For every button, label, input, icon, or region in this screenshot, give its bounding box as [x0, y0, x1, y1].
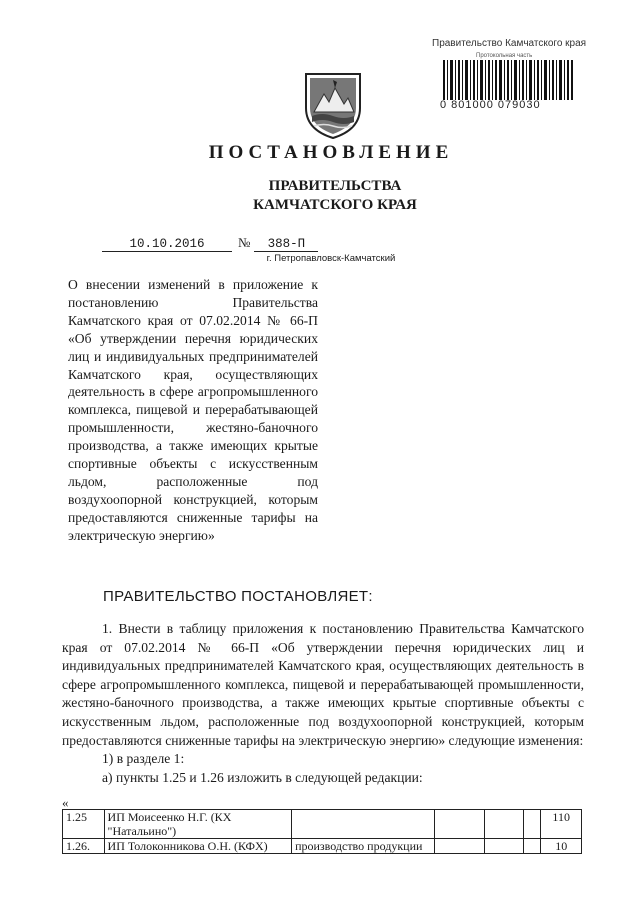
table-value: 10	[541, 839, 582, 854]
table-cell	[524, 839, 541, 854]
activity: производство продукции	[292, 839, 435, 854]
row-number: 1.26.	[63, 839, 105, 854]
body-paragraph-1: 1. Внести в таблицу приложения к постановлению Правительства Камчатского края от 07.02.2014 № 66-П «Об утверждении перечня юридических лиц и индивидуальных предпринимателей Камчатского края, осуществляющих деятельность в сфере агропромышленного комплекса, пищевой и перерабатывающей промышленности, жестяно-баночного производства, а также имеющих крытые спортивные объекты с искусственным льдом, расположенные под воздухоопорной конструкцией, которым предоставляются сниженные тарифы на электрическую энергию» следующие изменения:	[62, 621, 584, 748]
stamp-organization: Правительство Камчатского края	[432, 38, 587, 49]
table-cell	[524, 810, 541, 839]
barcode-number: 0 801000 079030	[440, 99, 541, 111]
document-body	[62, 620, 584, 787]
table-row	[63, 839, 582, 854]
row-number: 1.25	[63, 810, 105, 839]
table-cell	[484, 810, 524, 839]
document-issuer	[0, 177, 640, 215]
issuer-line-1: ПРАВИТЕЛЬСТВА	[268, 178, 402, 194]
date-number-line	[102, 235, 318, 252]
table-value: 110	[541, 810, 582, 839]
document-subject: О внесении изменений в приложение к постановлению Правительства Камчатского края от 07.02.2014 № 66-П «Об утверждении перечня юридических лиц и индивидуальных предпринимателей Камчатского края, осуществляющих деятельность в сфере агропромышленного комплекса, пищевой и перерабатывающей промышленности, жестяно-баночного производства, а также имеющих крытые спортивные объекты с искусственным льдом, расположенные под воздухоопорной конструкцией, которым предоставляются сниженные тарифы на электрическую энергию»	[68, 277, 318, 543]
table-cell	[484, 839, 524, 854]
table-row	[63, 810, 582, 839]
city: г. Петропавловск-Камчатский	[266, 253, 396, 264]
entity-name: ИП Моисеенко Н.Г. (КХ "Натальино")	[104, 810, 292, 839]
stamp-subtitle: Протокольная часть	[476, 53, 533, 59]
document-title: ПОСТАНОВЛЕНИЕ	[208, 142, 454, 163]
decree-heading: ПРАВИТЕЛЬСТВО ПОСТАНОВЛЯЕТ:	[103, 588, 373, 605]
table-cell	[434, 810, 484, 839]
opening-quote: «	[62, 795, 69, 810]
document-number: 388-П	[254, 237, 318, 252]
number-sign: №	[238, 235, 251, 250]
activity	[292, 810, 435, 839]
amendment-table	[62, 809, 582, 854]
entity-name: ИП Толоконникова О.Н. (КФХ)	[104, 839, 292, 854]
barcode	[443, 60, 573, 100]
kamchatka-coat-of-arms-icon	[302, 68, 364, 140]
body-paragraph-2: 1) в разделе 1:	[102, 751, 185, 767]
document-date: 10.10.2016	[102, 237, 232, 252]
table-cell	[434, 839, 484, 854]
body-paragraph-3: а) пункты 1.25 и 1.26 изложить в следующей редакции:	[102, 769, 423, 785]
issuer-line-2: КАМЧАТСКОГО КРАЯ	[253, 197, 417, 213]
